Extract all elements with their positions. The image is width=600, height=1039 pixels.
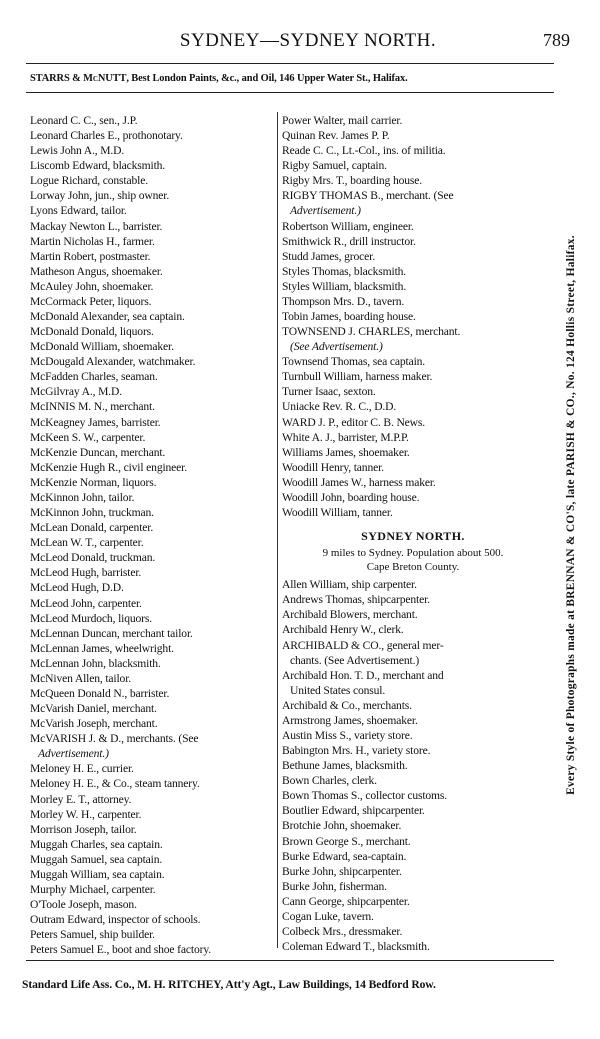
list-item: McLeod Donald, truckman. — [30, 551, 156, 565]
list-item: Martin Nicholas H., farmer. — [30, 234, 155, 248]
list-item: Thompson Mrs. D., tavern. — [282, 294, 405, 308]
list-item: Morley E. T., attorney. — [30, 792, 132, 806]
list-item: Outram Edward, inspector of schools. — [30, 913, 201, 927]
list-item: Burke John, shipcarpenter. — [282, 864, 402, 878]
list-item: Advertisement.) — [38, 747, 109, 761]
list-item: Martin Robert, postmaster. — [30, 249, 151, 263]
footer-rule — [26, 960, 554, 961]
list-item: Armstrong James, shoemaker. — [282, 713, 418, 727]
list-item: McGilvray A., M.D. — [30, 385, 122, 399]
list-item: Brown George S., merchant. — [282, 834, 411, 848]
list-item: chants. (See Advertisement.) — [290, 653, 420, 667]
right-column — [282, 113, 544, 954]
list-item: McVarish Joseph, merchant. — [30, 717, 158, 731]
list-item: McKeagney James, barrister. — [30, 415, 161, 429]
list-item: McLennan James, wheelwright. — [30, 641, 174, 655]
list-item: ARCHIBALD & CO., general mer- — [282, 638, 444, 652]
list-item: McLean Donald, carpenter. — [30, 521, 154, 535]
page-title: SYDNEY—SYDNEY NORTH. — [179, 30, 437, 51]
list-item: Bown Charles, clerk. — [282, 774, 377, 788]
top-ad-text: , Best London Paints, &c., and Oil, 146 Upper Water St., Halifax. — [126, 73, 408, 84]
column-divider — [277, 112, 278, 948]
list-item: McKenzie Hugh R., civil engineer. — [30, 460, 187, 474]
list-item: Brotchie John, shoemaker. — [282, 819, 402, 833]
list-item: Andrews Thomas, shipcarpenter. — [282, 593, 430, 607]
list-item: McFadden Charles, seaman. — [30, 370, 158, 384]
list-item: Murphy Michael, carpenter. — [30, 882, 156, 896]
list-item: Lyons Edward, tailor. — [30, 204, 127, 218]
list-item: Tobin James, boarding house. — [282, 310, 416, 324]
section-note: 9 miles to Sydney. Population about 500. — [322, 547, 504, 560]
list-item: Styles Thomas, blacksmith. — [282, 264, 407, 278]
list-item: McVARISH J. & D., merchants. (See — [30, 732, 199, 746]
list-item: Burke Edward, sea-captain. — [282, 849, 407, 863]
list-item: Logue Richard, constable. — [30, 174, 148, 188]
list-item: Woodill Henry, tanner. — [282, 460, 384, 474]
list-item: Morrison Joseph, tailor. — [30, 822, 137, 836]
list-item: Burke John, fisherman. — [282, 879, 387, 893]
list-item: Uniacke Rev. R. C., D.D. — [282, 400, 397, 414]
list-item: Peters Samuel, ship builder. — [30, 928, 155, 942]
list-item: Robertson William, engineer. — [282, 219, 414, 233]
list-item: United States consul. — [290, 683, 386, 697]
list-item: Cann George, shipcarpenter. — [282, 894, 410, 908]
page-number: 789 — [543, 30, 570, 50]
list-item: Turnbull William, harness maker. — [282, 370, 433, 384]
list-item: Coleman Edward T., blacksmith. — [282, 940, 430, 954]
list-item: McNiven Allen, tailor. — [30, 671, 132, 685]
list-item: McLeod Murdoch, liquors. — [30, 611, 152, 625]
list-item: Bown Thomas S., collector customs. — [282, 789, 448, 803]
section-heading-sydney-north: SYDNEY NORTH. — [361, 529, 465, 544]
list-item: Lewis John A., M.D. — [30, 144, 125, 158]
list-item: Advertisement.) — [290, 204, 361, 218]
list-item: Leonard C. C., sen., J.P. — [30, 114, 138, 127]
list-item: Archibald Blowers, merchant. — [282, 608, 418, 622]
list-item: Williams James, shoemaker. — [282, 445, 410, 459]
list-item: McKeen S. W., carpenter. — [30, 430, 146, 444]
list-item: Archibald & Co., merchants. — [282, 698, 412, 712]
list-item: McLeod Hugh, barrister. — [30, 566, 142, 580]
list-item: Austin Miss S., variety store. — [282, 728, 413, 742]
list-item: McKinnon John, truckman. — [30, 506, 154, 520]
list-item: WARD J. P., editor C. B. News. — [282, 415, 426, 429]
list-item: Archibald Hon. T. D., merchant and — [282, 668, 444, 682]
list-item: McVarish Daniel, merchant. — [30, 702, 157, 716]
list-item: Allen William, ship carpenter. — [282, 578, 417, 592]
list-item: Styles William, blacksmith. — [282, 279, 407, 293]
list-item: McLennan John, blacksmith. — [30, 656, 161, 670]
list-item: (See Advertisement.) — [290, 340, 383, 354]
list-item: Townsend Thomas, sea captain. — [282, 355, 426, 369]
list-item: McAuley John, shoemaker. — [30, 279, 154, 293]
running-head — [0, 30, 600, 54]
list-item: McKenzie Duncan, merchant. — [30, 445, 166, 459]
top-ad-firm: STARRS & McNUTT — [30, 73, 127, 84]
list-item: Colbeck Mrs., dressmaker. — [282, 924, 403, 938]
list-item: Mackay Newton L., barrister. — [30, 219, 163, 233]
list-item: Woodill James W., harness maker. — [282, 475, 436, 489]
list-item: McLeod John, carpenter. — [30, 596, 142, 610]
list-item: Peters Samuel E., boot and shoe factory. — [30, 943, 211, 957]
list-item: McCormack Peter, liquors. — [30, 294, 152, 308]
list-item: Liscomb Edward, blacksmith. — [30, 159, 166, 173]
list-item: Turner Isaac, sexton. — [282, 385, 376, 399]
list-item: Studd James, grocer. — [282, 249, 375, 263]
bottom-advertisement: Standard Life Ass. Co., M. H. RITCHEY, Att'y Agt., Law Buildings, 14 Bedford Row. — [22, 978, 436, 991]
list-item: Meloney H. E., & Co., steam tannery. — [30, 777, 200, 791]
list-item: Woodill William, tanner. — [282, 506, 393, 520]
list-item: McLeod Hugh, D.D. — [30, 581, 124, 595]
side-advertisement — [557, 75, 585, 955]
list-item: McKenzie Norman, liquors. — [30, 475, 157, 489]
list-item: Power Walter, mail carrier. — [282, 114, 403, 127]
list-item: Meloney H. E., currier. — [30, 762, 134, 776]
list-item: McDougald Alexander, watchmaker. — [30, 355, 196, 369]
list-item: McINNIS M. N., merchant. — [30, 400, 155, 414]
list-item: Woodill John, boarding house. — [282, 490, 420, 504]
left-column — [30, 113, 276, 957]
list-item: O'Toole Joseph, mason. — [30, 898, 137, 912]
list-item: Cogan Luke, tavern. — [282, 909, 374, 923]
list-item: Leonard Charles E., prothonotary. — [30, 129, 183, 143]
list-item: McDonald Alexander, sea captain. — [30, 310, 185, 324]
list-item: McDonald William, shoemaker. — [30, 340, 174, 354]
list-item: Quinan Rev. James P. P. — [282, 129, 390, 143]
list-item: McKinnon John, tailor. — [30, 490, 135, 504]
list-item: Babington Mrs. H., variety store. — [282, 744, 431, 758]
list-item: White A. J., barrister, M.P.P. — [282, 430, 409, 444]
list-item: Muggah Charles, sea captain. — [30, 837, 163, 851]
list-item: Morley W. H., carpenter. — [30, 807, 142, 821]
top-ad-rule — [26, 92, 554, 93]
list-item: Matheson Angus, shoemaker. — [30, 264, 163, 278]
list-item: McLean W. T., carpenter. — [30, 536, 144, 550]
list-item: Reade C. C., Lt.-Col., ins. of militia. — [282, 144, 446, 158]
top-advertisement — [30, 73, 550, 84]
list-item: McLennan Duncan, merchant tailor. — [30, 626, 193, 640]
list-item: Lorway John, jun., ship owner. — [30, 189, 170, 203]
list-item: RIGBY THOMAS B., merchant. (See — [282, 189, 454, 203]
list-item: Muggah Samuel, sea captain. — [30, 852, 163, 866]
side-ad-text: Every Style of Photographs made at BRENNAN & CO'S, late PARISH & CO., No. 124 Hollis Street, Halifax. — [565, 235, 577, 795]
list-item: Bethune James, blacksmith. — [282, 759, 408, 773]
list-item: Muggah William, sea captain. — [30, 867, 165, 881]
list-item: Archibald Henry W., clerk. — [282, 623, 404, 637]
list-item: Rigby Samuel, captain. — [282, 159, 387, 173]
header-rule — [26, 63, 554, 64]
list-item: Boutlier Edward, shipcarpenter. — [282, 804, 425, 818]
section-county: Cape Breton County. — [366, 561, 460, 574]
list-item: Smithwick R., drill instructor. — [282, 234, 416, 248]
list-item: Rigby Mrs. T., boarding house. — [282, 174, 422, 188]
list-item: TOWNSEND J. CHARLES, merchant. — [282, 325, 461, 339]
list-item: McQueen Donald N., barrister. — [30, 686, 170, 700]
list-item: McDonald Donald, liquors. — [30, 325, 154, 339]
